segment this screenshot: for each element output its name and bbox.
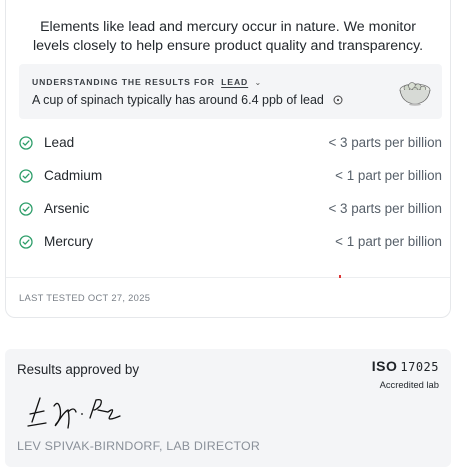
element-name: Cadmium (44, 168, 103, 183)
understanding-text (32, 93, 343, 108)
spinach-bowl-icon (398, 77, 432, 107)
chevron-down-icon[interactable]: ⌄ (254, 78, 263, 87)
last-tested-date: LAST TESTED OCT 27, 2025 (19, 292, 151, 303)
understanding-heading (32, 77, 262, 87)
director-name: LEV SPIVAK-BIRNDORF, LAB DIRECTOR (17, 439, 260, 453)
scroll-indicator (339, 275, 341, 278)
results-list (19, 136, 442, 268)
check-circle-icon (19, 169, 33, 183)
element-name: Lead (44, 135, 75, 150)
list-divider (6, 266, 450, 278)
element-value: < 3 parts per billion (328, 135, 442, 150)
element-name: Mercury (44, 234, 94, 249)
iso-accreditation (372, 359, 439, 390)
result-row-mercury (19, 235, 442, 268)
understanding-panel (19, 64, 442, 119)
intro-text: Elements like lead and mercury occur in nature. We monitor levels closely to help ensure product quality and transparency. (32, 19, 424, 54)
element-value: < 1 part per billion (335, 234, 442, 249)
iso-number: 17025 (400, 360, 439, 374)
result-row-arsenic (19, 202, 442, 235)
result-row-lead (19, 136, 442, 169)
iso-logo (372, 359, 439, 375)
results-card (5, 0, 451, 318)
approval-title: Results approved by (17, 362, 140, 377)
understanding-prefix: UNDERSTANDING THE RESULTS FOR (32, 77, 215, 87)
approval-panel (5, 349, 451, 467)
check-circle-icon (19, 235, 33, 249)
iso-word: ISO (371, 358, 398, 374)
iso-subtitle: Accredited lab (379, 379, 439, 390)
element-value: < 3 parts per billion (328, 201, 442, 216)
element-name: Arsenic (44, 201, 90, 216)
check-circle-icon (19, 136, 33, 150)
info-icon[interactable] (333, 94, 343, 108)
signature-image (24, 392, 144, 432)
element-value: < 1 part per billion (335, 168, 442, 183)
check-circle-icon (19, 202, 33, 216)
contaminant-dropdown[interactable]: LEAD (221, 77, 249, 87)
understanding-sentence: A cup of spinach typically has around 6.4 ppb of lead (32, 93, 324, 107)
result-row-cadmium (19, 169, 442, 202)
